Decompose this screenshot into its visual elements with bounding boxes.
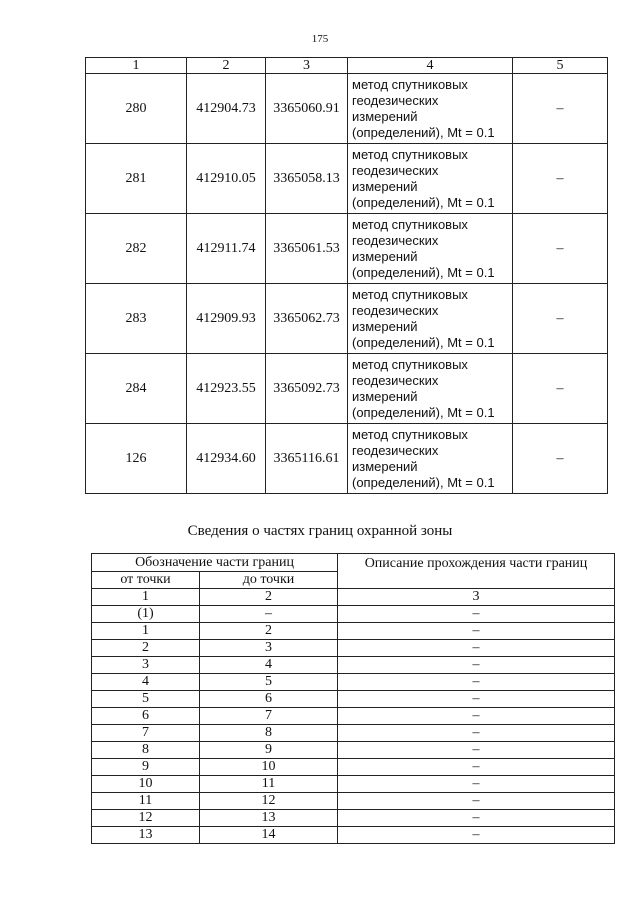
- parts-table-numbering-row: [92, 589, 615, 606]
- description-cell: –: [338, 827, 615, 844]
- description-cell: –: [338, 623, 615, 640]
- method-line: измерений: [352, 248, 418, 264]
- boundary-part-row: [92, 606, 615, 623]
- point-row: [86, 214, 608, 284]
- method-line: (определений), Mt = 0.1: [352, 404, 495, 420]
- to-point-cell: 2: [200, 623, 338, 640]
- from-point-cell: 1: [92, 623, 200, 640]
- note-cell: –: [513, 214, 608, 284]
- boundary-part-row: [92, 623, 615, 640]
- to-point-cell: 10: [200, 759, 338, 776]
- from-point-cell: 8: [92, 742, 200, 759]
- to-point-cell: –: [200, 606, 338, 623]
- method-line: метод спутниковых: [352, 146, 468, 162]
- point-row: [86, 424, 608, 494]
- boundary-part-row: [92, 776, 615, 793]
- from-point-cell: 2: [92, 640, 200, 657]
- y-coordinate-cell: 3365116.61: [266, 424, 348, 494]
- to-point-cell: 4: [200, 657, 338, 674]
- from-point-cell: 13: [92, 827, 200, 844]
- boundary-parts-table: [91, 553, 615, 844]
- point-number-cell: 280: [86, 74, 187, 144]
- method-line: (определений), Mt = 0.1: [352, 194, 495, 210]
- boundary-part-row: [92, 691, 615, 708]
- y-coordinate-cell: 3365060.91: [266, 74, 348, 144]
- header-col-5: 5: [513, 58, 608, 74]
- method-line: геодезических: [352, 302, 439, 318]
- method-line: (определений), Mt = 0.1: [352, 334, 495, 350]
- method-line: (определений), Mt = 0.1: [352, 474, 495, 490]
- description-cell: –: [338, 810, 615, 827]
- to-point-cell: 5: [200, 674, 338, 691]
- description-cell: –: [338, 606, 615, 623]
- description-cell: –: [338, 793, 615, 810]
- method-line: метод спутниковых: [352, 426, 468, 442]
- page-number: 175: [311, 33, 329, 45]
- boundary-part-row: [92, 725, 615, 742]
- from-point-cell: 4: [92, 674, 200, 691]
- numbering-col-1: 1: [92, 589, 200, 606]
- group-header: Обозначение части границ: [92, 554, 338, 572]
- x-coordinate-cell: 412934.60: [187, 424, 266, 494]
- x-coordinate-cell: 412923.55: [187, 354, 266, 424]
- from-point-header: от точки: [92, 572, 200, 589]
- point-number-cell: 283: [86, 284, 187, 354]
- description-cell: –: [338, 708, 615, 725]
- method-line: геодезических: [352, 372, 439, 388]
- points-table-header: [86, 58, 608, 74]
- boundary-part-row: [92, 640, 615, 657]
- numbering-col-2: 2: [200, 589, 338, 606]
- method-line: геодезических: [352, 162, 439, 178]
- parts-table-header-row: [92, 554, 615, 572]
- to-point-header: до точки: [200, 572, 338, 589]
- to-point-cell: 6: [200, 691, 338, 708]
- method-line: (определений), Mt = 0.1: [352, 264, 495, 280]
- points-table: [85, 57, 608, 494]
- method-cell: [348, 354, 513, 424]
- y-coordinate-cell: 3365062.73: [266, 284, 348, 354]
- method-line: геодезических: [352, 92, 439, 108]
- x-coordinate-cell: 412909.93: [187, 284, 266, 354]
- method-cell: [348, 74, 513, 144]
- header-col-3: 3: [266, 58, 348, 74]
- from-point-cell: 5: [92, 691, 200, 708]
- method-line: измерений: [352, 458, 418, 474]
- boundary-part-row: [92, 742, 615, 759]
- y-coordinate-cell: 3365092.73: [266, 354, 348, 424]
- method-line: метод спутниковых: [352, 286, 468, 302]
- from-point-cell: 11: [92, 793, 200, 810]
- to-point-cell: 13: [200, 810, 338, 827]
- x-coordinate-cell: 412904.73: [187, 74, 266, 144]
- from-point-cell: 12: [92, 810, 200, 827]
- point-row: [86, 284, 608, 354]
- to-point-cell: 9: [200, 742, 338, 759]
- method-line: измерений: [352, 178, 418, 194]
- description-cell: –: [338, 776, 615, 793]
- from-point-cell: 10: [92, 776, 200, 793]
- method-line: метод спутниковых: [352, 356, 468, 372]
- method-cell: [348, 144, 513, 214]
- from-point-cell: 6: [92, 708, 200, 725]
- from-point-cell: 3: [92, 657, 200, 674]
- to-point-cell: 7: [200, 708, 338, 725]
- note-cell: –: [513, 284, 608, 354]
- boundary-part-row: [92, 793, 615, 810]
- to-point-cell: 14: [200, 827, 338, 844]
- boundary-part-row: [92, 759, 615, 776]
- method-line: измерений: [352, 108, 418, 124]
- point-number-cell: 126: [86, 424, 187, 494]
- to-point-cell: 3: [200, 640, 338, 657]
- note-cell: –: [513, 354, 608, 424]
- note-cell: –: [513, 144, 608, 214]
- method-line: измерений: [352, 318, 418, 334]
- method-line: (определений), Mt = 0.1: [352, 124, 495, 140]
- method-cell: [348, 214, 513, 284]
- x-coordinate-cell: 412910.05: [187, 144, 266, 214]
- point-row: [86, 144, 608, 214]
- method-line: метод спутниковых: [352, 216, 468, 232]
- method-line: геодезических: [352, 232, 439, 248]
- boundary-part-row: [92, 827, 615, 844]
- to-point-cell: 12: [200, 793, 338, 810]
- note-cell: –: [513, 74, 608, 144]
- boundary-part-row: [92, 674, 615, 691]
- header-col-2: 2: [187, 58, 266, 74]
- method-cell: [348, 284, 513, 354]
- description-cell: –: [338, 640, 615, 657]
- description-cell: –: [338, 725, 615, 742]
- point-number-cell: 282: [86, 214, 187, 284]
- section-title: Сведения о частях границ охранной зоны: [187, 523, 453, 539]
- description-cell: –: [338, 691, 615, 708]
- y-coordinate-cell: 3365061.53: [266, 214, 348, 284]
- header-col-1: 1: [86, 58, 187, 74]
- description-cell: –: [338, 674, 615, 691]
- boundary-part-row: [92, 810, 615, 827]
- boundary-part-row: [92, 708, 615, 725]
- y-coordinate-cell: 3365058.13: [266, 144, 348, 214]
- to-point-cell: 8: [200, 725, 338, 742]
- boundary-part-row: [92, 657, 615, 674]
- description-header: Описание прохождения части границ: [338, 554, 615, 589]
- point-row: [86, 74, 608, 144]
- method-line: метод спутниковых: [352, 76, 468, 92]
- method-cell: [348, 424, 513, 494]
- note-cell: –: [513, 424, 608, 494]
- method-line: геодезических: [352, 442, 439, 458]
- x-coordinate-cell: 412911.74: [187, 214, 266, 284]
- from-point-cell: 9: [92, 759, 200, 776]
- to-point-cell: 11: [200, 776, 338, 793]
- description-cell: –: [338, 742, 615, 759]
- description-cell: –: [338, 657, 615, 674]
- point-row: [86, 354, 608, 424]
- numbering-col-3: 3: [338, 589, 615, 606]
- from-point-cell: (1): [92, 606, 200, 623]
- method-line: измерений: [352, 388, 418, 404]
- from-point-cell: 7: [92, 725, 200, 742]
- header-col-4: 4: [348, 58, 513, 74]
- point-number-cell: 281: [86, 144, 187, 214]
- description-cell: –: [338, 759, 615, 776]
- point-number-cell: 284: [86, 354, 187, 424]
